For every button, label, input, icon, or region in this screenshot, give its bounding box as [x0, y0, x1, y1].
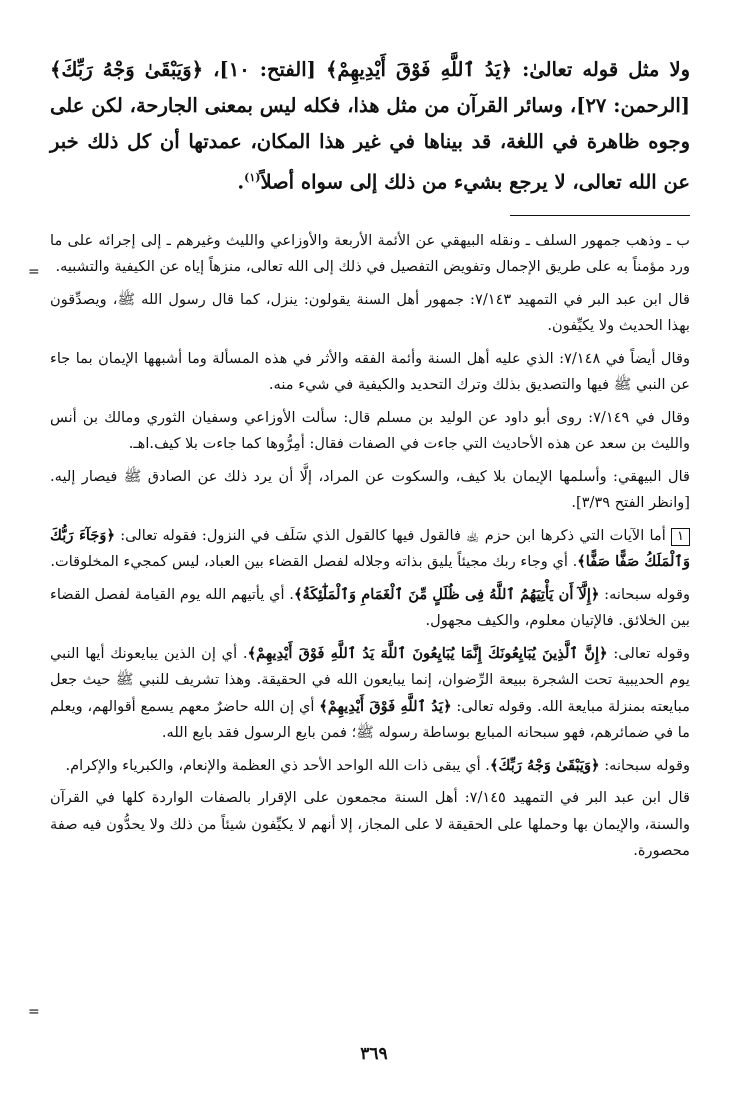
footnote-paragraph — [50, 582, 690, 635]
footnotes — [50, 228, 690, 865]
footnote-text: أما الآيات التي ذكرها ابن حزم ﵀ فالقول فيها كالقول الذي سَلَف في النزول: فقوله تعالى: — [115, 526, 672, 544]
footnote-text: وقوله تعالى: — [607, 644, 691, 662]
footnote-text: أي إن الله حاضرٌ معهم يسمع أقوالهم، ويعلم ما في ضمائرهم، فهو سبحانه المبايع بوساطة رسوله ﷺ؛ فمن بايع الرسول فقد بايع الله. — [50, 697, 690, 741]
main-text-2: [الرحمن: ٢٧]، وسائر القرآن من مثل هذا، فكله ليس بمعنى الجارحة، لكن على وجوه ظاهرة في اللغة، قد بيناها في غير هذا المكان، عمدتها أن كل ذلك خبر عن الله تعالى، لا يرجع بشيء من ذلك إلى سواه أصلاً — [50, 94, 690, 194]
footnote-text: وقوله سبحانه: — [599, 585, 690, 603]
footnote-paragraph: قال ابن عبد البر في التمهيد ٧/١٤٣: جمهور أهل السنة يقولون: ينزل، كما قال رسول الله ﷺ، ويصدِّقون بهذا الحديث ولا يكيِّفون. — [50, 290, 690, 334]
quran-quote: ﴿وَجَآءَ رَبُّكَ وَٱلْمَلَكُ صَفًّا صَفًّا﴾ — [50, 526, 690, 570]
main-text-end: . — [237, 170, 245, 194]
quran-quote: ﴿إِنَّ ٱلَّذِينَ يُبَايِعُونَكَ إِنَّمَا يُبَايِعُونَ ٱللَّهَ يَدُ ٱللَّهِ فَوْقَ أَيْدِيهِمْ﴾ — [247, 644, 608, 662]
footnote-text: وقوله سبحانه: — [599, 756, 690, 774]
footnote-paragraph: وقال في ٧/١٤٩: روى أبو داود عن الوليد بن مسلم قال: سألت الأوزاعي وسفيان الثوري ومالك بن أنس والليث بن سعد عن هذه الأحاديث التي جاءت في الصفات فقال: أمِرُّوها كما جاءت بلا كيف.اهـ. — [50, 408, 691, 452]
page-number: ٣٦٩ — [360, 1044, 388, 1064]
continuation-marker: = — [28, 264, 40, 280]
main-paragraph — [50, 52, 690, 201]
footnote-number-box: ١ — [671, 528, 690, 546]
quran-quote: ﴿وَيَبْقَىٰ وَجْهُ رَبِّكَ﴾ — [50, 58, 204, 81]
footnote-paragraph: ب ـ وذهب جمهور السلف ـ ونقله البيهقي عن الأئمة الأربعة والأوزاعي والليث وغيرهم ـ إلى إجرائه على ما ورد مؤمناً به على طريق الإجمال وتفويض التفصيل في ذلك إلى الله تعالى، منزهاً إياه عن الكيفية والتشبيه. — [50, 231, 690, 275]
page-body — [50, 52, 690, 871]
quran-quote: ﴿إِلَّآ أَن يَأْتِيَهُمُ ٱللَّهُ فِى ظُلَلٍ مِّنَ ٱلْغَمَامِ وَٱلْمَلَٰٓئِكَةُ﴾ — [293, 585, 600, 603]
main-text — [50, 52, 690, 201]
footnote-reference: (١) — [244, 171, 261, 184]
footnote-text: . أي وجاء ربك مجيئاً يليق بذاته وجلاله لفصل القضاء بين العباد، ليس كمجيء المخلوقات. — [50, 553, 578, 570]
footnote-text: . أي يبقى ذات الله الواحد الأحد ذي العظمة والإنعام، والكبرياء والإكرام. — [65, 756, 490, 774]
footnote-paragraph — [50, 753, 690, 780]
main-text-1: ولا مثل قوله تعالىٰ: — [512, 58, 691, 81]
quran-quote: ﴿وَيَبْقَىٰ وَجْهُ رَبِّكَ﴾ — [489, 756, 600, 774]
footnote-text: . أي إن الذين يبايعونك أيها النبي يوم الحديبية تحت الشجرة ببيعة الرِّضوان، إنما يبايعون الله في الحقيقة. وهذا تشريف للنبي ﷺ حيث جعل مبايعته بمنزلة مبايعة الله. وقوله تعالى: — [50, 644, 690, 715]
footnote-text: . أي يأتيهم الله يوم القيامة لفصل القضاء بين الخلائق. فالإتيان معلوم، والكيف مجهول. — [50, 585, 690, 629]
footnote-paragraph: قال ابن عبد البر في التمهيد ٧/١٤٥: أهل السنة مجمعون على الإقرار بالصفات الواردة كلها في القرآن والسنة، والإيمان بها وحملها على الحقيقة لا على المجاز، إلا أنهم لا يكيِّفون شيئاً من ذلك ولا يحدُّون فيه صفة محصورة. — [50, 789, 690, 859]
footnote-divider — [510, 215, 690, 216]
quran-quote: ﴿يَدُ ٱللَّهِ فَوْقَ أَيْدِيهِمْ﴾ — [325, 58, 513, 81]
footnote-paragraph: قال البيهقي: وأسلمها الإيمان بلا كيف، والسكوت عن المراد، إلَّا أن يرد ذلك عن الصادق ﷺ فيصار إليه. [وانظر الفتح ٣/٣٩]. — [50, 467, 690, 511]
footnote-paragraph: وقال أيضاً في ٧/١٤٨: الذي عليه أهل السنة وأئمة الفقه والأثر في هذه المسألة وما أشبهها الإيمان بما جاء عن النبي ﷺ فيها والتصديق بذلك وترك التحديد والكيفية في شيء منه. — [50, 349, 690, 393]
continued-marker: = — [28, 1004, 40, 1020]
quran-quote: ﴿يَدُ ٱللَّهِ فَوْقَ أَيْدِيهِمْ﴾ — [319, 697, 452, 715]
main-citation: [الفتح: ١٠]، — [203, 58, 326, 81]
footnote-paragraph — [50, 523, 690, 576]
footnote-paragraph — [50, 641, 690, 747]
